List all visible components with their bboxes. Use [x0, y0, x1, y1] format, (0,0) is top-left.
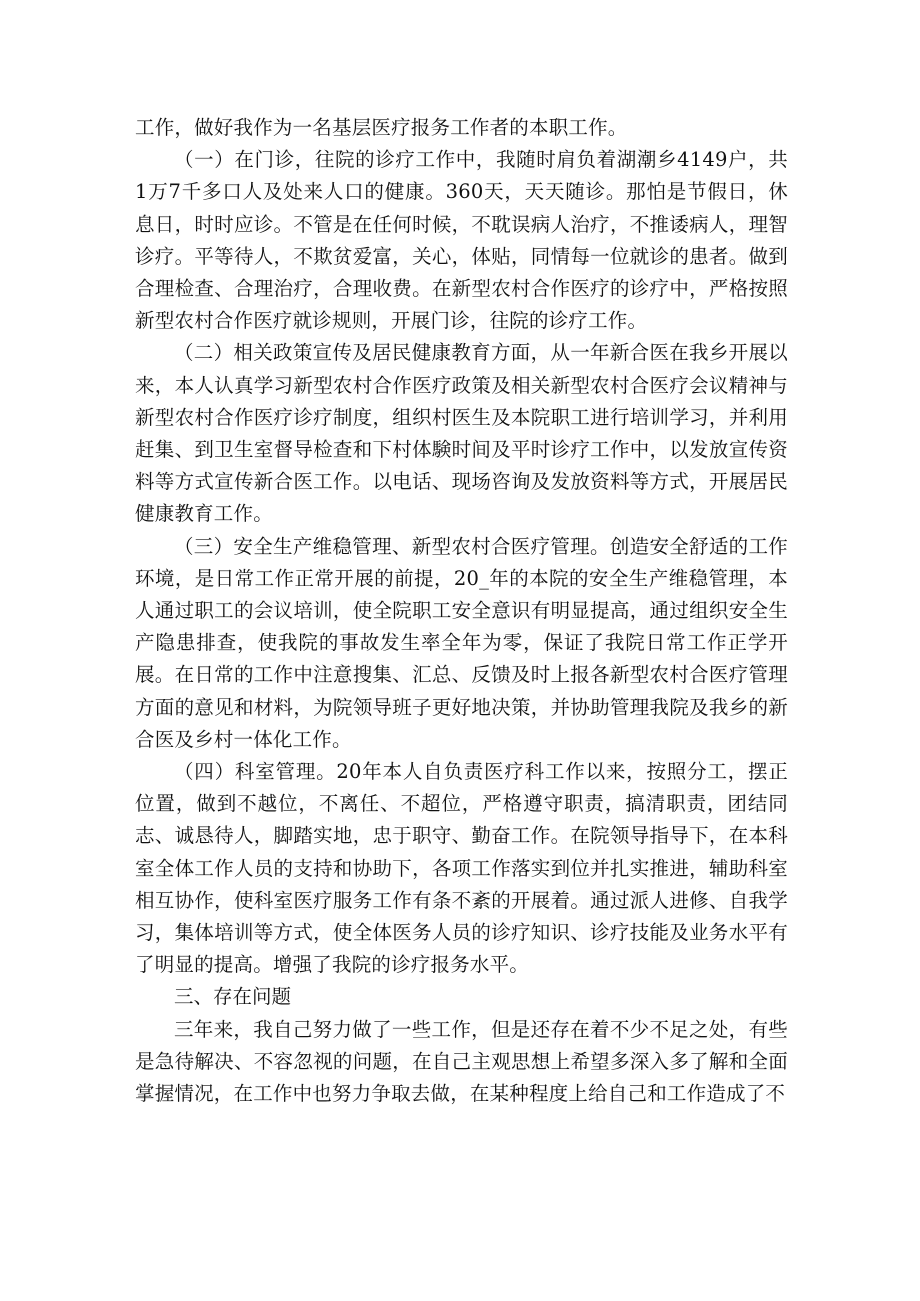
paragraph-safety-management: （三）安全生产维稳管理、新型农村合医疗管理。创造安全舒适的工作环境，是日常工作正常开展的前提，20_年的本院的安全生产维稳管理，本人通过职工的会议培训，使全院职工安全意识有明显提高，通过组织安全生产隐患排查，使我院的事故发生率全年为零，保证了我院日常工作正学开展。在日常的工作中注意搜集、汇总、反馈及时上报各新型农村合医疗管理方面的意见和材料，为院领导班子更好地决策，并协助管理我院及我乡的新合医及乡村一体化工作。 — [135, 534, 788, 751]
section-heading-problems: 三、存在问题 — [174, 985, 292, 1009]
paragraph-department-management: （四）科室管理。20年本人自负责医疗科工作以来，按照分工，摆正位置，做到不越位，不离任、不超位，严格遵守职责，搞清职责，团结同志、诚恳待人，脚踏实地，忠于职守、勤奋工作。在院领导指导下，在本科室全体工作人员的支持和协助下，各项工作落实到位并扎实推进，辅助科室相互协作，使科室医疗服务工作有条不紊的开展着。通过派人进修、自我学习，集体培训等方式，使全体医务人员的诊疗知识、诊疗技能及业务水平有了明显的提高。增强了我院的诊疗报务水平。 — [135, 760, 788, 977]
paragraph-outpatient: （一）在门诊，往院的诊疗工作中，我随时肩负着湖潮乡4149户，共1万7千多口人及处来人口的健康。360天，天天随诊。那怕是节假日，休息日，时时应诊。不管是在任何时候，不耽误病人治疗，不推诿病人，理智诊疗。平等待人，不欺贫爱富，关心，体贴，同情每一位就诊的患者。做到合理检查、合理治疗，合理收费。在新型农村合作医疗的诊疗中，严格按照新型农村合作医疗就诊规则，开展门诊，往院的诊疗工作。 — [135, 148, 788, 333]
paragraph-continuation: 工作，做好我作为一名基层医疗报务工作者的本职工作。 — [135, 116, 628, 139]
document-body — [135, 112, 788, 1110]
paragraph-policy-education: （二）相关政策宣传及居民健康教育方面，从一年新合医在我乡开展以来，本人认真学习新型农村合作医疗政策及相关新型农村合医疗会议精神与新型农村合作医疗诊疗制度，组织村医生及本院职工进行培训学习，并利用赶集、到卫生室督导检查和下村体験时间及平时诊疗工作中，以发放宣传资料等方式宣传新合医工作。以电话、现场咨询及发放资料等方式，开展居民健康教育工作。 — [135, 341, 788, 526]
paragraph-problems: 三年来，我自己努力做了一些工作，但是还存在着不少不足之处，有些是急待解决、不容忽视的问题，在自己主观思想上希望多深入多了解和全面掌握情况，在工作中也努力争取去做，在某种程度上给自己和工作造成了不 — [135, 1017, 788, 1106]
